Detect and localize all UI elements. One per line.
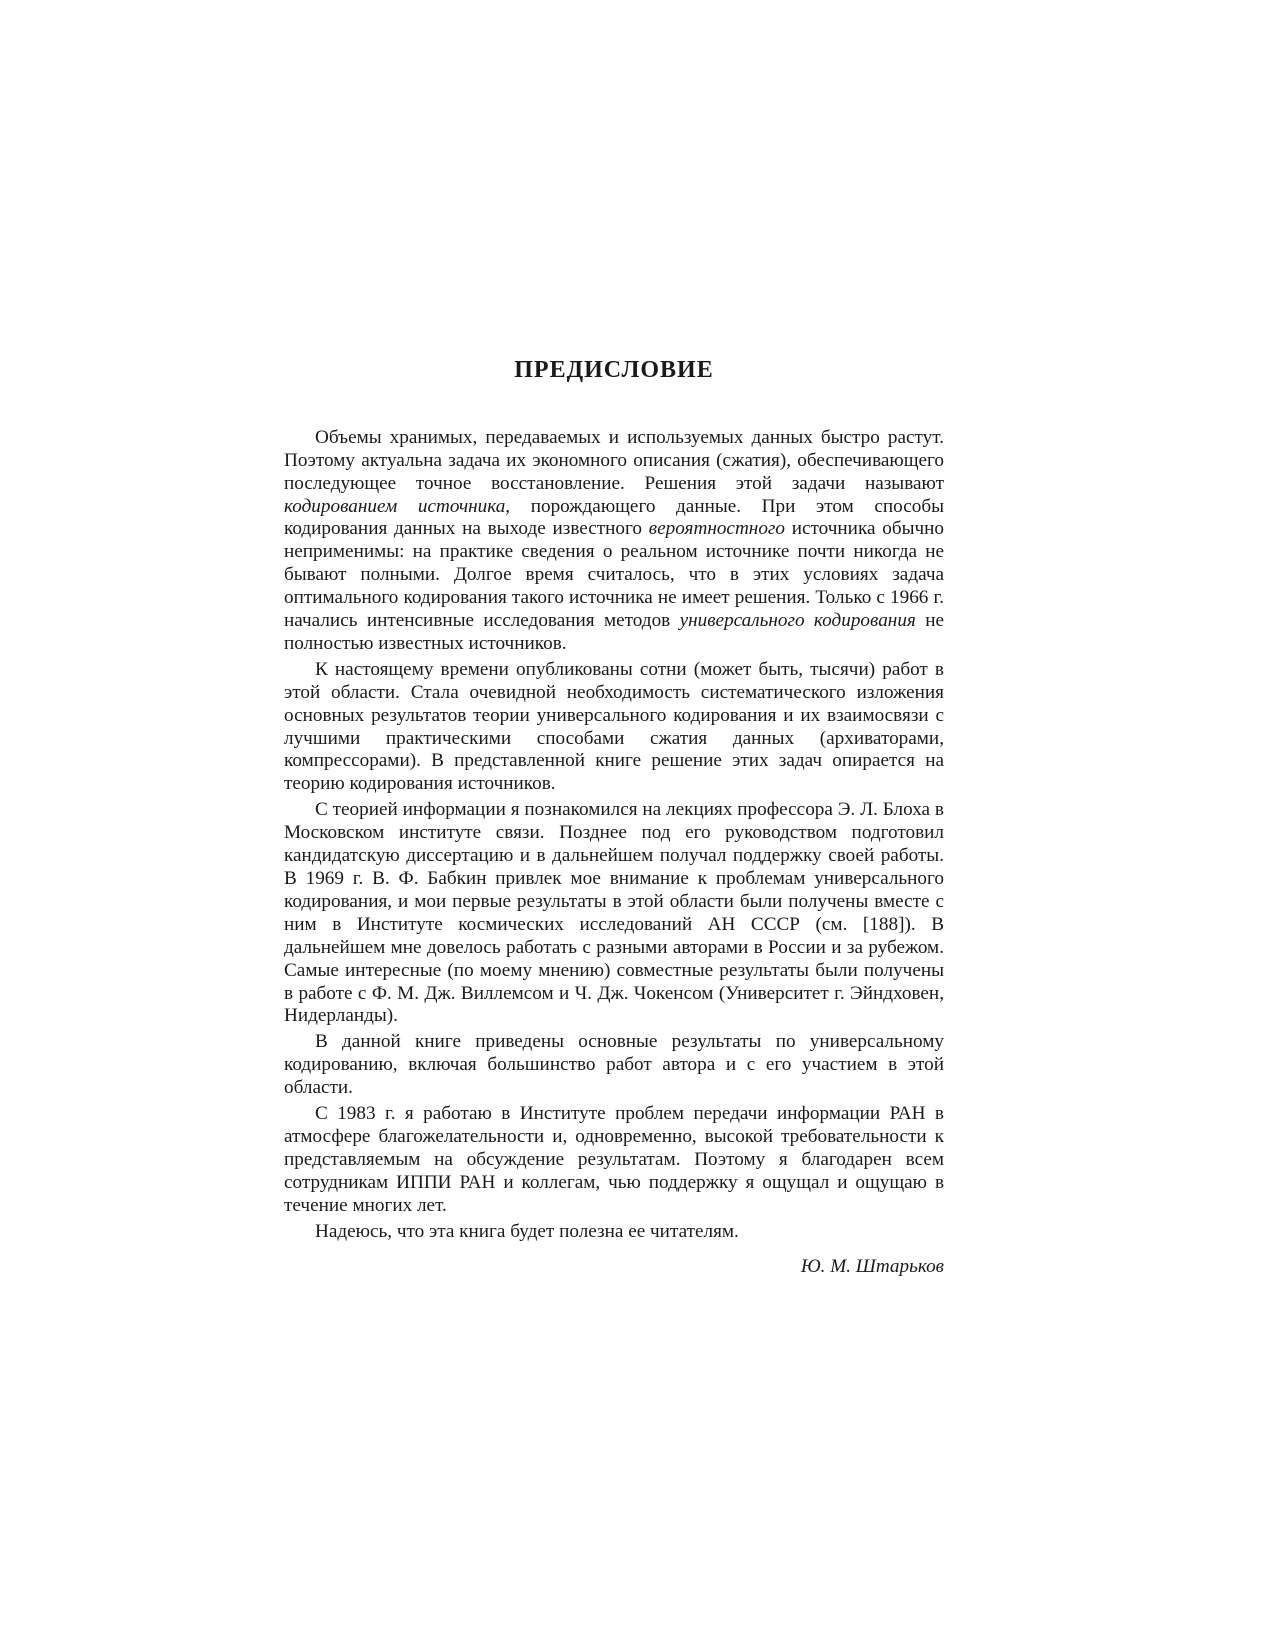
paragraph-1-text-4: не полностью известных источников. bbox=[284, 610, 944, 654]
paragraph-1-text-3: источника обычно неприменимы: на практике сведения о реальном источнике почти никогда не бывают полными. Долгое время считалось, что в этих условиях задача оптимального кодирования такого источника не имеет решения. Только с 1966 г. начались интенсивные исследования методов bbox=[284, 518, 944, 632]
document-page bbox=[284, 356, 944, 1278]
paragraph-1-text-2: , порождающего данные. При этом способы кодирования данных на выходе известного bbox=[284, 495, 944, 540]
author-signature: Ю. М. Штарьков bbox=[800, 1255, 944, 1277]
term-source-coding: кодированием источника bbox=[284, 495, 506, 517]
term-universal-coding: универсального кодирования bbox=[679, 610, 916, 632]
paragraph-4: В данной книге приведены основные результаты по универсальному кодированию, включая большинство работ автора и с его участием в этой области. bbox=[284, 1031, 944, 1099]
paragraph-5: С 1983 г. я работаю в Институте проблем передачи информации РАН в атмосфере благожелательности и, одновременно, высокой требовательности к представляемым на обсуждение результатам. Поэтому я благодарен всем сотрудникам ИППИ РАН и коллегам, чью поддержку я ощущал и ощущаю в течение многих лет. bbox=[284, 1103, 944, 1216]
paragraph-6: Надеюсь, что эта книга будет полезна ее читателям. bbox=[315, 1220, 739, 1242]
paragraph-1-text-1: Объемы хранимых, передаваемых и используемых данных быстро растут. Поэтому актуальна задача их экономного описания (сжатия), обеспечивающего последующее точное восстановление. Решения этой задачи называют bbox=[284, 426, 944, 494]
term-probabilistic: вероятностного bbox=[648, 518, 785, 540]
paragraph-3: С теорией информации я познакомился на лекциях профессора Э. Л. Блоха в Московском институте связи. Позднее под его руководством подготовил кандидатскую диссертацию и в дальнейшем получал поддержку своей работы. В 1969 г. В. Ф. Бабкин привлек мое внимание к проблемам универсального кодирования, и мои первые результаты в этой области были получены вместе с ним в Институте космических исследований АН СССР (см. [188]). В дальнейшем мне довелось работать с разными авторами в России и за рубежом. Самые интересные (по моему мнению) совместные результаты были получены в работе с Ф. М. Дж. Виллемсом и Ч. Дж. Чокенсом (Университет г. Эйндховен, Нидерланды). bbox=[284, 799, 944, 1027]
page-title: ПРЕДИСЛОВИЕ bbox=[514, 357, 714, 383]
paragraph-2: К настоящему времени опубликованы сотни (может быть, тысячи) работ в этой области. Стала очевидной необходимость систематического изложения основных результатов теории универсального кодирования и их взаимосвязи с лучшими практическими способами сжатия данных (архиваторами, компрессорами). В представленной книге решение этих задач опирается на теорию кодирования источников. bbox=[284, 658, 944, 795]
preface-body bbox=[284, 427, 944, 1244]
paragraph-1 bbox=[284, 427, 944, 656]
